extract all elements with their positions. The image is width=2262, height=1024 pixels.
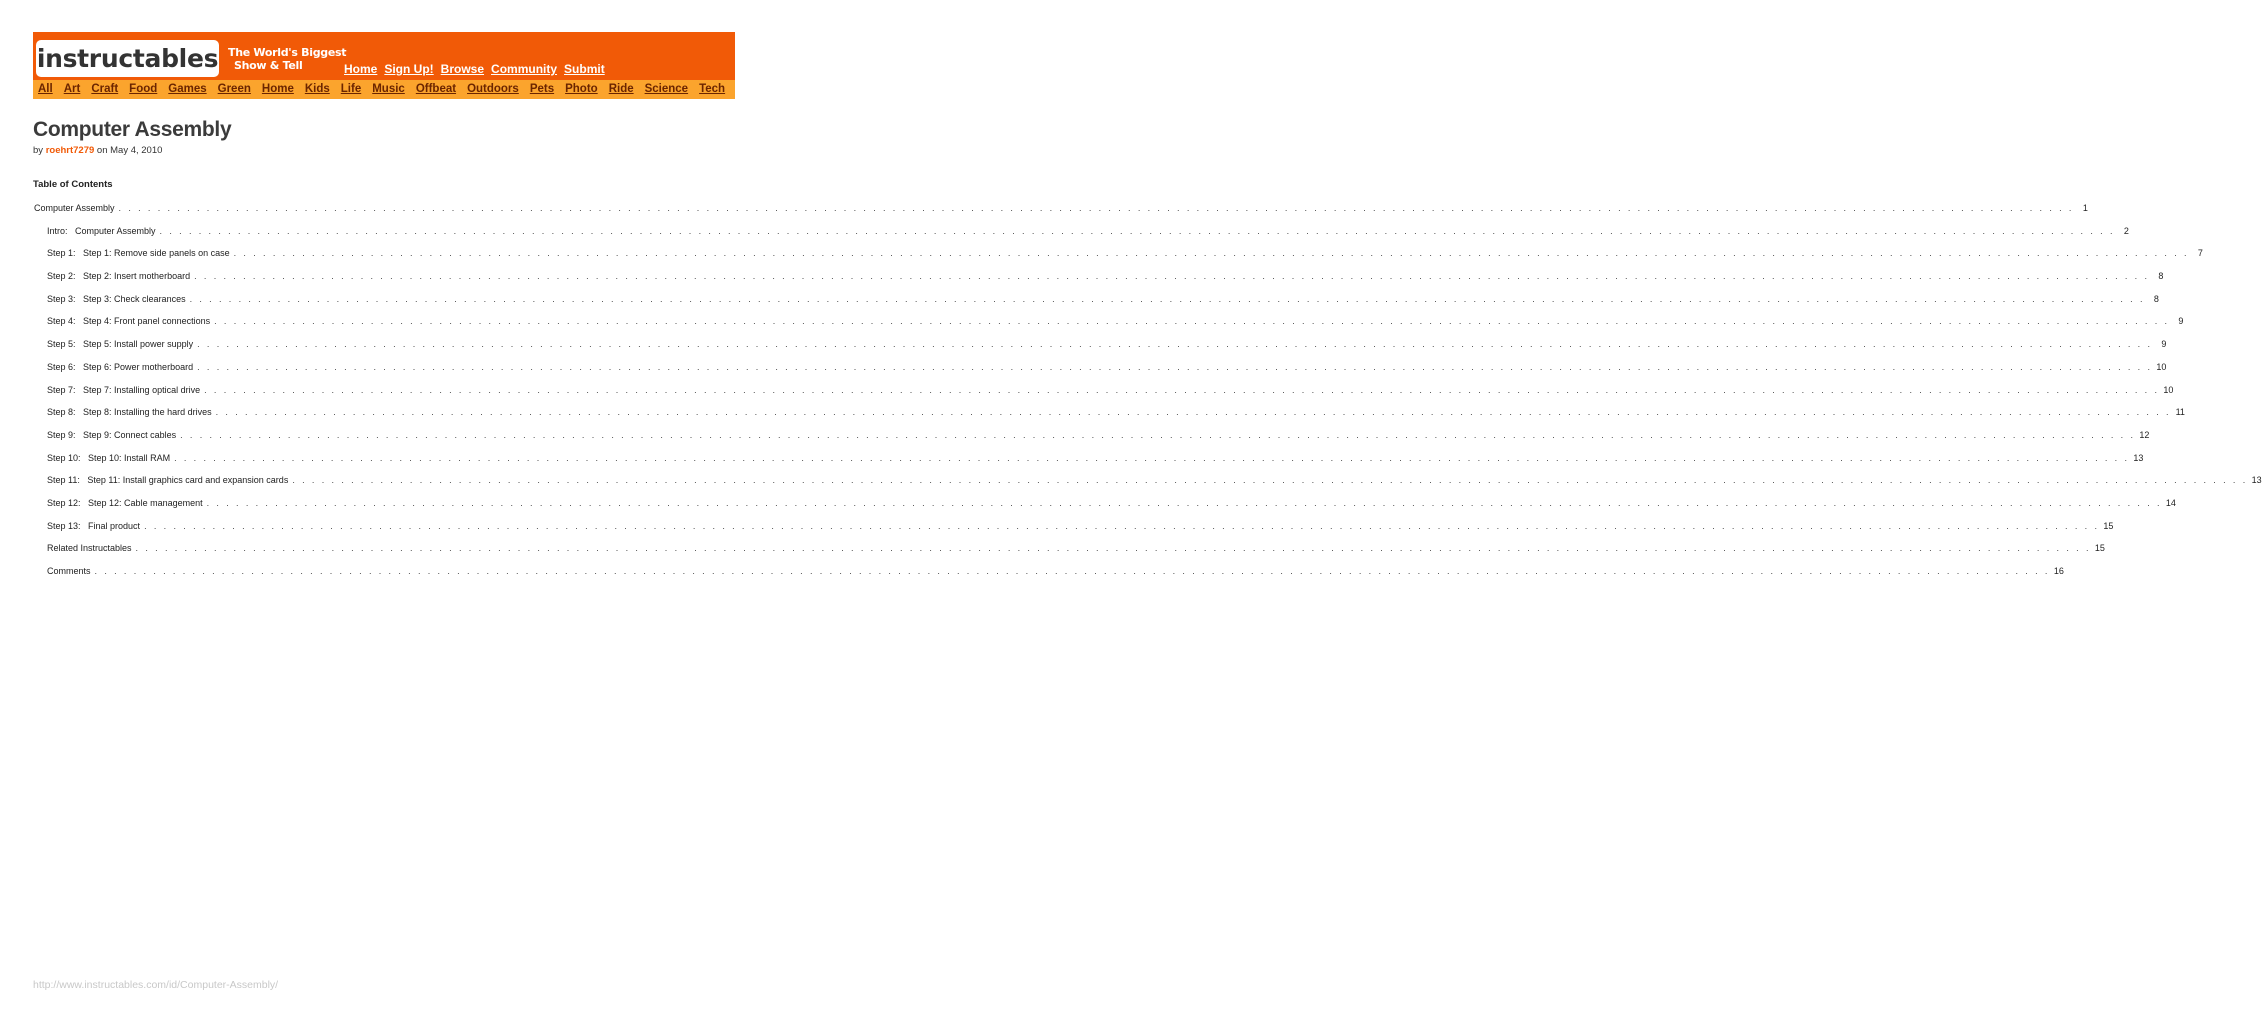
toc-dot-leader: . . . . . . . . . . . . . . . . . . . . . . . . . . . . . . . . . . . . . . . . . . . . . . . . . . . . . . . . . . . . . . . . . . . . . . . . . . . . . . . . . . . . . . . . . . . . . . . . . . . . . . . . . . . . . . . . . . . . . . . . . . . . . . . . . . . . . . . . . . . . . . . . . . . . . . . . . . . . . . . . . . . . . . . . . . . . . . . . . . . . . . . . . . . . . . . . . . . . . . . . [197, 361, 2153, 372]
category-bar [33, 80, 735, 99]
category-link-food[interactable]: Food [129, 83, 158, 95]
toc-entry-label: Step 9: Step 9: Connect cables [47, 429, 177, 440]
toc-entry-page: 8 [2158, 271, 2164, 282]
toc-entry-page: 13 [2251, 475, 2262, 486]
author-link[interactable]: roehrt7279 [45, 145, 95, 156]
toc-entry-label: Step 2: Step 2: Insert motherboard [47, 271, 191, 282]
toc-dot-leader: . . . . . . . . . . . . . . . . . . . . . . . . . . . . . . . . . . . . . . . . . . . . . . . . . . . . . . . . . . . . . . . . . . . . . . . . . . . . . . . . . . . . . . . . . . . . . . . . . . . . . . . . . . . . . . . . . . . . . . . . . . . . . . . . . . . . . . . . . . . . . . . . . . . . . . . . . . . . . . . . . . . . . . . . . . . . . . . . . . . . . . . . . . . . . . . . . . . . . . . . [206, 497, 2162, 508]
footer-url[interactable]: http://www.instructables.com/id/Computer-Assembly/ [33, 979, 279, 991]
toc-dot-leader: . . . . . . . . . . . . . . . . . . . . . . . . . . . . . . . . . . . . . . . . . . . . . . . . . . . . . . . . . . . . . . . . . . . . . . . . . . . . . . . . . . . . . . . . . . . . . . . . . . . . . . . . . . . . . . . . . . . . . . . . . . . . . . . . . . . . . . . . . . . . . . . . . . . . . . . . . . . . . . . . . . . . . . . . . . . . . . . . . . . . . . . . . . . . . . . . . . . . . . . . [144, 520, 2100, 531]
nav-link-home[interactable]: Home [344, 62, 378, 76]
toc-entry-page: 7 [2197, 248, 2203, 259]
toc-dot-leader: . . . . . . . . . . . . . . . . . . . . . . . . . . . . . . . . . . . . . . . . . . . . . . . . . . . . . . . . . . . . . . . . . . . . . . . . . . . . . . . . . . . . . . . . . . . . . . . . . . . . . . . . . . . . . . . . . . . . . . . . . . . . . . . . . . . . . . . . . . . . . . . . . . . . . . . . . . . . . . . . . . . . . . . . . . . . . . . . . . . . . . . . . . . . . . . . . . . . . . . . [233, 248, 2189, 259]
toc-entry[interactable] [34, 497, 2176, 521]
category-link-music[interactable]: Music [372, 83, 405, 95]
toc-entry[interactable] [34, 543, 2105, 566]
toc-entry[interactable] [34, 271, 2164, 294]
toc-entry[interactable] [34, 203, 2088, 226]
toc-entry-page: 10 [2156, 361, 2167, 372]
toc-entry[interactable] [34, 407, 2185, 430]
toc-entry-label: Step 7: Step 7: Installing optical drive [47, 384, 201, 395]
toc-entry-label: Step 3: Step 3: Check clearances [47, 293, 186, 304]
toc-entry-label: Step 4: Step 4: Front panel connections [47, 316, 211, 327]
category-link-craft[interactable]: Craft [91, 83, 119, 95]
toc-entry-label: Step 10: Step 10: Install RAM [47, 452, 171, 463]
nav-link-browse[interactable]: Browse [440, 62, 485, 76]
toc-entry-label: Step 13: Final product [47, 520, 141, 531]
tagline [228, 46, 346, 72]
category-link-offbeat[interactable]: Offbeat [415, 83, 457, 95]
toc-entry[interactable] [34, 452, 2144, 476]
tagline-line2: Show & Tell [234, 59, 303, 72]
instructables-logo[interactable] [36, 40, 219, 77]
category-link-games[interactable]: Games [168, 83, 207, 95]
toc-entry[interactable] [34, 339, 2167, 362]
logo-text: instructables [36, 44, 219, 73]
toc-entry[interactable] [34, 566, 2064, 589]
toc-dot-leader: . . . . . . . . . . . . . . . . . . . . . . . . . . . . . . . . . . . . . . . . . . . . . . . . . . . . . . . . . . . . . . . . . . . . . . . . . . . . . . . . . . . . . . . . . . . . . . . . . . . . . . . . . . . . . . . . . . . . . . . . . . . . . . . . . . . . . . . . . . . . . . . . . . . . . . . . . . . . . . . . . . . . . . . . . . . . . . . . . . . . . . . . . . . . . . . . . . . . . . . . [204, 384, 2160, 395]
toc-entry-label: Step 1: Step 1: Remove side panels on case [47, 248, 230, 259]
toc-dot-leader: . . . . . . . . . . . . . . . . . . . . . . . . . . . . . . . . . . . . . . . . . . . . . . . . . . . . . . . . . . . . . . . . . . . . . . . . . . . . . . . . . . . . . . . . . . . . . . . . . . . . . . . . . . . . . . . . . . . . . . . . . . . . . . . . . . . . . . . . . . . . . . . . . . . . . . . . . . . . . . . . . . . . . . . . . . . . . . . . . . . . . . . . . . . . . . . . . . . . . . . . [197, 339, 2153, 350]
category-link-kids[interactable]: Kids [304, 83, 330, 95]
byline [33, 145, 162, 156]
toc-entry[interactable] [34, 225, 2129, 249]
toc-entry-page: 12 [2139, 429, 2150, 440]
toc-entry[interactable] [34, 248, 2203, 271]
toc-entry-page: 2 [2123, 225, 2129, 236]
nav-link-submit[interactable]: Submit [564, 62, 605, 76]
category-nav [38, 81, 725, 98]
toc-dot-leader: . . . . . . . . . . . . . . . . . . . . . . . . . . . . . . . . . . . . . . . . . . . . . . . . . . . . . . . . . . . . . . . . . . . . . . . . . . . . . . . . . . . . . . . . . . . . . . . . . . . . . . . . . . . . . . . . . . . . . . . . . . . . . . . . . . . . . . . . . . . . . . . . . . . . . . . . . . . . . . . . . . . . . . . . . . . . . . . . . . . . . . . . . . . . . . . . . . . . . . . . [215, 407, 2171, 418]
table-of-contents [34, 203, 2262, 589]
toc-entry-page: 11 [2175, 407, 2185, 418]
toc-entry[interactable] [34, 429, 2150, 453]
toc-dot-leader: . . . . . . . . . . . . . . . . . . . . . . . . . . . . . . . . . . . . . . . . . . . . . . . . . . . . . . . . . . . . . . . . . . . . . . . . . . . . . . . . . . . . . . . . . . . . . . . . . . . . . . . . . . . . . . . . . . . . . . . . . . . . . . . . . . . . . . . . . . . . . . . . . . . . . . . . . . . . . . . . . . . . . . . . . . . . . . . . . . . . . . . . . . . . . . . . . . . . . . . . [118, 203, 2074, 213]
toc-entry-label: Computer Assembly [34, 203, 115, 213]
toc-entry[interactable] [34, 293, 2159, 317]
page-title: Computer Assembly [33, 118, 232, 141]
by-prefix: by [33, 145, 46, 156]
category-link-art[interactable]: Art [63, 83, 81, 95]
site-header [33, 32, 735, 99]
toc-dot-leader: . . . . . . . . . . . . . . . . . . . . . . . . . . . . . . . . . . . . . . . . . . . . . . . . . . . . . . . . . . . . . . . . . . . . . . . . . . . . . . . . . . . . . . . . . . . . . . . . . . . . . . . . . . . . . . . . . . . . . . . . . . . . . . . . . . . . . . . . . . . . . . . . . . . . . . . . . . . . . . . . . . . . . . . . . . . . . . . . . . . . . . . . . . . . . . . . . . . . . . . . [174, 452, 2130, 463]
nav-link-sign-up[interactable]: Sign Up! [384, 62, 434, 76]
category-link-outdoors[interactable]: Outdoors [467, 83, 519, 95]
toc-entry-page: 10 [2163, 384, 2174, 395]
toc-heading: Table of Contents [33, 179, 113, 190]
toc-dot-leader: . . . . . . . . . . . . . . . . . . . . . . . . . . . . . . . . . . . . . . . . . . . . . . . . . . . . . . . . . . . . . . . . . . . . . . . . . . . . . . . . . . . . . . . . . . . . . . . . . . . . . . . . . . . . . . . . . . . . . . . . . . . . . . . . . . . . . . . . . . . . . . . . . . . . . . . . . . . . . . . . . . . . . . . . . . . . . . . . . . . . . . . . . . . . . . . . . . . . . . . . [180, 429, 2136, 440]
toc-dot-leader: . . . . . . . . . . . . . . . . . . . . . . . . . . . . . . . . . . . . . . . . . . . . . . . . . . . . . . . . . . . . . . . . . . . . . . . . . . . . . . . . . . . . . . . . . . . . . . . . . . . . . . . . . . . . . . . . . . . . . . . . . . . . . . . . . . . . . . . . . . . . . . . . . . . . . . . . . . . . . . . . . . . . . . . . . . . . . . . . . . . . . . . . . . . . . . . . . . . . . . . . [135, 543, 2091, 554]
toc-dot-leader: . . . . . . . . . . . . . . . . . . . . . . . . . . . . . . . . . . . . . . . . . . . . . . . . . . . . . . . . . . . . . . . . . . . . . . . . . . . . . . . . . . . . . . . . . . . . . . . . . . . . . . . . . . . . . . . . . . . . . . . . . . . . . . . . . . . . . . . . . . . . . . . . . . . . . . . . . . . . . . . . . . . . . . . . . . . . . . . . . . . . . . . . . . . . . . . . . . . . . . . . [194, 271, 2150, 282]
category-link-life[interactable]: Life [340, 83, 362, 95]
toc-entry[interactable] [34, 384, 2174, 408]
toc-entry-label: Step 8: Step 8: Installing the hard drives [47, 407, 212, 418]
toc-entry-label: Step 6: Step 6: Power motherboard [47, 361, 194, 372]
toc-entry-page: 14 [2165, 497, 2176, 508]
category-link-tech[interactable]: Tech [699, 83, 726, 95]
toc-entry-label: Comments [47, 566, 91, 576]
toc-entry-page: 9 [2178, 316, 2184, 327]
toc-entry-label: Related Instructables [47, 543, 132, 554]
category-link-pets[interactable]: Pets [529, 83, 555, 95]
category-link-green[interactable]: Green [217, 83, 251, 95]
toc-dot-leader: . . . . . . . . . . . . . . . . . . . . . . . . . . . . . . . . . . . . . . . . . . . . . . . . . . . . . . . . . . . . . . . . . . . . . . . . . . . . . . . . . . . . . . . . . . . . . . . . . . . . . . . . . . . . . . . . . . . . . . . . . . . . . . . . . . . . . . . . . . . . . . . . . . . . . . . . . . . . . . . . . . . . . . . . . . . . . . . . . . . . . . . . . . . . . . . . . . . . . . . . [189, 293, 2145, 304]
toc-entry-label: Step 5: Step 5: Install power supply [47, 339, 194, 350]
category-link-all[interactable]: All [38, 83, 53, 95]
toc-entry-page: 8 [2153, 293, 2159, 304]
top-nav [344, 62, 605, 76]
toc-entry-page: 1 [2082, 203, 2088, 213]
toc-entry-page: 16 [2053, 566, 2064, 576]
category-link-photo[interactable]: Photo [565, 83, 598, 95]
nav-link-community[interactable]: Community [491, 62, 558, 76]
toc-entry[interactable] [34, 361, 2167, 385]
toc-entry-page: 9 [2161, 339, 2167, 350]
category-link-home[interactable]: Home [261, 83, 294, 95]
category-link-science[interactable]: Science [644, 83, 689, 95]
toc-entry-page: 15 [2103, 520, 2114, 531]
publish-date: on May 4, 2010 [94, 145, 163, 156]
tagline-line1: The World's Biggest [228, 46, 347, 59]
toc-dot-leader: . . . . . . . . . . . . . . . . . . . . . . . . . . . . . . . . . . . . . . . . . . . . . . . . . . . . . . . . . . . . . . . . . . . . . . . . . . . . . . . . . . . . . . . . . . . . . . . . . . . . . . . . . . . . . . . . . . . . . . . . . . . . . . . . . . . . . . . . . . . . . . . . . . . . . . . . . . . . . . . . . . . . . . . . . . . . . . . . . . . . . . . . . . . . . . . . . . . . . . . . [94, 566, 2050, 576]
toc-entry[interactable] [34, 475, 2262, 498]
toc-entry[interactable] [34, 316, 2184, 339]
toc-entry-label: Intro: Computer Assembly [47, 225, 156, 236]
toc-entry-label: Step 12: Step 12: Cable management [47, 497, 203, 508]
toc-dot-leader: . . . . . . . . . . . . . . . . . . . . . . . . . . . . . . . . . . . . . . . . . . . . . . . . . . . . . . . . . . . . . . . . . . . . . . . . . . . . . . . . . . . . . . . . . . . . . . . . . . . . . . . . . . . . . . . . . . . . . . . . . . . . . . . . . . . . . . . . . . . . . . . . . . . . . . . . . . . . . . . . . . . . . . . . . . . . . . . . . . . . . . . . . . . . . . . . . . . . . . . . [214, 316, 2170, 327]
toc-dot-leader: . . . . . . . . . . . . . . . . . . . . . . . . . . . . . . . . . . . . . . . . . . . . . . . . . . . . . . . . . . . . . . . . . . . . . . . . . . . . . . . . . . . . . . . . . . . . . . . . . . . . . . . . . . . . . . . . . . . . . . . . . . . . . . . . . . . . . . . . . . . . . . . . . . . . . . . . . . . . . . . . . . . . . . . . . . . . . . . . . . . . . . . . . . . . . . . . . . . . . . . . [292, 475, 2248, 486]
toc-entry-page: 13 [2133, 452, 2144, 463]
toc-entry-label: Step 11: Step 11: Install graphics card and expansion cards [47, 475, 289, 486]
toc-entry-page: 15 [2094, 543, 2105, 554]
toc-entry[interactable] [34, 520, 2114, 544]
category-link-ride[interactable]: Ride [608, 83, 634, 95]
toc-dot-leader: . . . . . . . . . . . . . . . . . . . . . . . . . . . . . . . . . . . . . . . . . . . . . . . . . . . . . . . . . . . . . . . . . . . . . . . . . . . . . . . . . . . . . . . . . . . . . . . . . . . . . . . . . . . . . . . . . . . . . . . . . . . . . . . . . . . . . . . . . . . . . . . . . . . . . . . . . . . . . . . . . . . . . . . . . . . . . . . . . . . . . . . . . . . . . . . . . . . . . . . . [159, 225, 2115, 236]
